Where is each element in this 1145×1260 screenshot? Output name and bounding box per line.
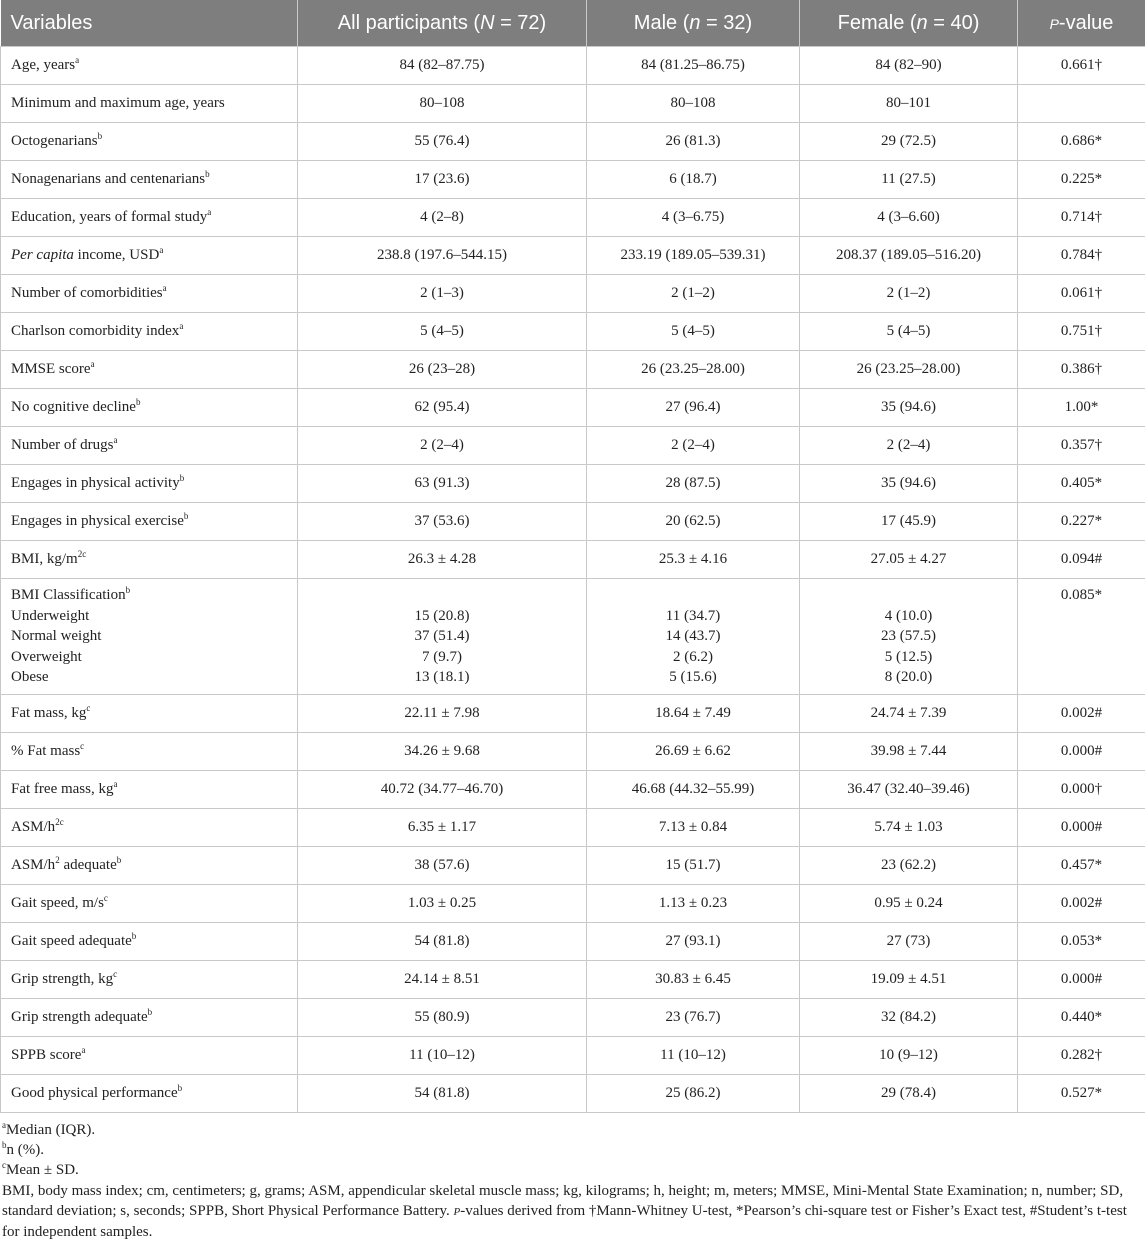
value-female: 17 (45.9) <box>800 503 1018 541</box>
value-all: 80–108 <box>298 85 587 123</box>
p-value: 0.686* <box>1018 123 1145 161</box>
value-female: 2 (1–2) <box>800 275 1018 313</box>
value-male: 2 (2–4) <box>587 427 800 465</box>
p-value: 0.002# <box>1018 694 1145 732</box>
p-value: 0.225* <box>1018 161 1145 199</box>
variable-label: Nonagenarians and centenarians$^b$ <box>1 161 298 199</box>
p-value: 0.000† <box>1018 770 1145 808</box>
value-all: 38 (57.6) <box>298 846 587 884</box>
footnote-abbreviations: BMI, body mass index; cm, centimeters; g, grams; ASM, appendicular skeletal muscle mass; kg, kilograms; h, height; m, meters; MMSE, Mini-Mental State Examination; n, number; SD, standard deviation; s, seconds; SPPB, Short Physical Performance Battery. p-values derived from †Mann-Whitney U-test, *Pearson’s chi-square test or Fisher’s Exact test, #Student’s t-test for independent samples. <box>2 1182 1127 1240</box>
value-all: 62 (95.4) <box>298 389 587 427</box>
bmi-class-item: Underweight <box>11 607 90 624</box>
value-female: 39.98 ± 7.44 <box>800 732 1018 770</box>
table-row <box>1 85 1145 123</box>
variable-label: MMSE score$^a$ <box>1 351 298 389</box>
value-male: 2 (1–2) <box>587 275 800 313</box>
value-all: 55 (80.9) <box>298 998 587 1036</box>
value-female: 80–101 <box>800 85 1018 123</box>
value-female: 4 (3–6.60) <box>800 199 1018 237</box>
value-all: 24.14 ± 8.51 <box>298 960 587 998</box>
value-male: 28 (87.5) <box>587 465 800 503</box>
table-header-row <box>1 0 1145 47</box>
value-male: 11 (34.7) 14 (43.7) 2 (6.2) 5 (15.6) <box>587 579 800 695</box>
bmi-class-item: Normal weight <box>11 628 102 644</box>
value-female: 10 (9–12) <box>800 1036 1018 1074</box>
value-all: 15 (20.8) 37 (51.4) 7 (9.7) 13 (18.1) <box>298 579 587 695</box>
p-value <box>1018 85 1145 123</box>
variable-label: BMI Classification$^b$ Underweight Normal weight Overweight Obese <box>1 579 298 695</box>
table-row <box>1 123 1145 161</box>
value-male: 7.13 ± 0.84 <box>587 808 800 846</box>
value-male: 15 (51.7) <box>587 846 800 884</box>
table-row <box>1 161 1145 199</box>
value-male: 26 (23.25–28.00) <box>587 351 800 389</box>
value-female: 36.47 (32.40–39.46) <box>800 770 1018 808</box>
value-female: 35 (94.6) <box>800 465 1018 503</box>
variable-label: Engages in physical activity$^b$ <box>1 465 298 503</box>
header-variables: Variables <box>1 0 298 47</box>
value-female: 11 (27.5) <box>800 161 1018 199</box>
header-all-participants: All participants (N = 72) <box>298 0 587 47</box>
p-value: 0.457* <box>1018 846 1145 884</box>
variable-label: Number of drugs$^a$ <box>1 427 298 465</box>
table-row <box>1 846 1145 884</box>
value-female: 32 (84.2) <box>800 998 1018 1036</box>
p-value: 0.282† <box>1018 1036 1145 1074</box>
value-male: 4 (3–6.75) <box>587 199 800 237</box>
p-value: 0.751† <box>1018 313 1145 351</box>
value-all: 34.26 ± 9.68 <box>298 732 587 770</box>
variable-label: Number of comorbidities$^a$ <box>1 275 298 313</box>
variable-label: BMI, $kg/m^{2c}$ <box>1 541 298 579</box>
value-female: 29 (78.4) <box>800 1074 1018 1112</box>
table-row <box>1 960 1145 998</box>
value-male: 23 (76.7) <box>587 998 800 1036</box>
value-male: 1.13 ± 0.23 <box>587 884 800 922</box>
value-female: 2 (2–4) <box>800 427 1018 465</box>
p-value: 0.661† <box>1018 47 1145 85</box>
value-male: 25 (86.2) <box>587 1074 800 1112</box>
value-all: 5 (4–5) <box>298 313 587 351</box>
p-value: 0.527* <box>1018 1074 1145 1112</box>
value-all: 55 (76.4) <box>298 123 587 161</box>
value-male: 11 (10–12) <box>587 1036 800 1074</box>
table-row <box>1 884 1145 922</box>
p-value: 0.227* <box>1018 503 1145 541</box>
value-all: 54 (81.8) <box>298 1074 587 1112</box>
table-row <box>1 541 1145 579</box>
value-female: 4 (10.0) 23 (57.5) 5 (12.5) 8 (20.0) <box>800 579 1018 695</box>
variable-label: Age, years$^a$ <box>1 47 298 85</box>
table-body <box>1 47 1145 1113</box>
value-female: 29 (72.5) <box>800 123 1018 161</box>
value-all: 54 (81.8) <box>298 922 587 960</box>
p-value: 0.405* <box>1018 465 1145 503</box>
p-value: 0.784† <box>1018 237 1145 275</box>
table-row-bmi-classification <box>1 579 1145 695</box>
p-value: 0.714† <box>1018 199 1145 237</box>
value-female: 84 (82–90) <box>800 47 1018 85</box>
table-row <box>1 275 1145 313</box>
value-all: 40.72 (34.77–46.70) <box>298 770 587 808</box>
table-row <box>1 770 1145 808</box>
value-all: 2 (1–3) <box>298 275 587 313</box>
variable-label: % Fat mass$^c$ <box>1 732 298 770</box>
value-male: 30.83 ± 6.45 <box>587 960 800 998</box>
table-row <box>1 922 1145 960</box>
footnote-c: $^c$Mean ± SD. <box>2 1160 79 1179</box>
value-female: 27.05 ± 4.27 <box>800 541 1018 579</box>
variable-label: Fat free mass, $kg^a$ <box>1 770 298 808</box>
variable-label: Grip strength adequate$^b$ <box>1 998 298 1036</box>
p-value: 0.061† <box>1018 275 1145 313</box>
value-female: 35 (94.6) <box>800 389 1018 427</box>
table-row <box>1 351 1145 389</box>
value-male: 20 (62.5) <box>587 503 800 541</box>
table-row <box>1 732 1145 770</box>
header-female: Female (n = 40) <box>800 0 1018 47</box>
variable-label: Minimum and maximum age, years <box>1 85 298 123</box>
footnote-a: $^a$Median (IQR). <box>2 1119 96 1138</box>
table-row <box>1 427 1145 465</box>
variable-label: SPPB score$^a$ <box>1 1036 298 1074</box>
table-row <box>1 465 1145 503</box>
value-all: 11 (10–12) <box>298 1036 587 1074</box>
variable-label: Grip strength, $kg^c$ <box>1 960 298 998</box>
variable-label: Gait speed adequate$^b$ <box>1 922 298 960</box>
table-row <box>1 237 1145 275</box>
p-value: 0.094# <box>1018 541 1145 579</box>
p-value: 0.000# <box>1018 808 1145 846</box>
header-p-value: p-value <box>1018 0 1145 47</box>
table-row <box>1 47 1145 85</box>
bmi-class-item: Obese <box>11 669 49 685</box>
value-all: 84 (82–87.75) <box>298 47 587 85</box>
value-female: 5 (4–5) <box>800 313 1018 351</box>
value-female: 208.37 (189.05–516.20) <box>800 237 1018 275</box>
p-value: 1.00* <box>1018 389 1145 427</box>
value-female: 26 (23.25–28.00) <box>800 351 1018 389</box>
p-value: 0.357† <box>1018 427 1145 465</box>
variable-label: Engages in physical exercise$^b$ <box>1 503 298 541</box>
table-row <box>1 313 1145 351</box>
value-female: 27 (73) <box>800 922 1018 960</box>
value-male: 46.68 (44.32–55.99) <box>587 770 800 808</box>
variable-label: Octogenarians$^b$ <box>1 123 298 161</box>
value-female: 5.74 ± 1.03 <box>800 808 1018 846</box>
value-all: 6.35 ± 1.17 <box>298 808 587 846</box>
bmi-class-item: Overweight <box>11 648 82 665</box>
value-male: 27 (93.1) <box>587 922 800 960</box>
value-male: 26.69 ± 6.62 <box>587 732 800 770</box>
table-row <box>1 694 1145 732</box>
value-all: 22.11 ± 7.98 <box>298 694 587 732</box>
variable-label: ASM/$h^2$ adequate$^b$ <box>1 846 298 884</box>
value-male: 27 (96.4) <box>587 389 800 427</box>
table-row <box>1 503 1145 541</box>
table-row <box>1 199 1145 237</box>
value-all: 26 (23–28) <box>298 351 587 389</box>
value-female: 24.74 ± 7.39 <box>800 694 1018 732</box>
table-row <box>1 1036 1145 1074</box>
p-value: 0.000# <box>1018 732 1145 770</box>
p-value: 0.002# <box>1018 884 1145 922</box>
footnote-b: $^b$n (%). <box>2 1139 44 1158</box>
table-row <box>1 1074 1145 1112</box>
value-all: 63 (91.3) <box>298 465 587 503</box>
variable-label: Per capita income, USD$^a$ <box>1 237 298 275</box>
p-value: 0.053* <box>1018 922 1145 960</box>
value-female: 0.95 ± 0.24 <box>800 884 1018 922</box>
value-female: 23 (62.2) <box>800 846 1018 884</box>
variable-label: Charlson comorbidity index$^a$ <box>1 313 298 351</box>
p-value: 0.440* <box>1018 998 1145 1036</box>
value-male: 233.19 (189.05–539.31) <box>587 237 800 275</box>
value-all: 238.8 (197.6–544.15) <box>298 237 587 275</box>
value-male: 6 (18.7) <box>587 161 800 199</box>
value-all: 37 (53.6) <box>298 503 587 541</box>
variable-label: Education, years of formal study$^a$ <box>1 199 298 237</box>
variable-label: Gait speed, $m/s^c$ <box>1 884 298 922</box>
table-row <box>1 998 1145 1036</box>
value-male: 5 (4–5) <box>587 313 800 351</box>
value-all: 17 (23.6) <box>298 161 587 199</box>
value-all: 4 (2–8) <box>298 199 587 237</box>
p-value: 0.000# <box>1018 960 1145 998</box>
table-row <box>1 389 1145 427</box>
value-all: 26.3 ± 4.28 <box>298 541 587 579</box>
value-all: 2 (2–4) <box>298 427 587 465</box>
value-female: 19.09 ± 4.51 <box>800 960 1018 998</box>
table-footnotes <box>0 1113 1145 1242</box>
header-male: Male (n = 32) <box>587 0 800 47</box>
variable-label: No cognitive decline$^b$ <box>1 389 298 427</box>
p-value: 0.085* <box>1018 579 1145 695</box>
p-value: 0.386† <box>1018 351 1145 389</box>
value-male: 80–108 <box>587 85 800 123</box>
table-row <box>1 808 1145 846</box>
value-male: 25.3 ± 4.16 <box>587 541 800 579</box>
value-male: 84 (81.25–86.75) <box>587 47 800 85</box>
value-male: 26 (81.3) <box>587 123 800 161</box>
value-all: 1.03 ± 0.25 <box>298 884 587 922</box>
value-male: 18.64 ± 7.49 <box>587 694 800 732</box>
variable-label: Fat mass, $kg^c$ <box>1 694 298 732</box>
variable-label: ASM/$h^{2c}$ <box>1 808 298 846</box>
variable-label: Good physical performance$^b$ <box>1 1074 298 1112</box>
